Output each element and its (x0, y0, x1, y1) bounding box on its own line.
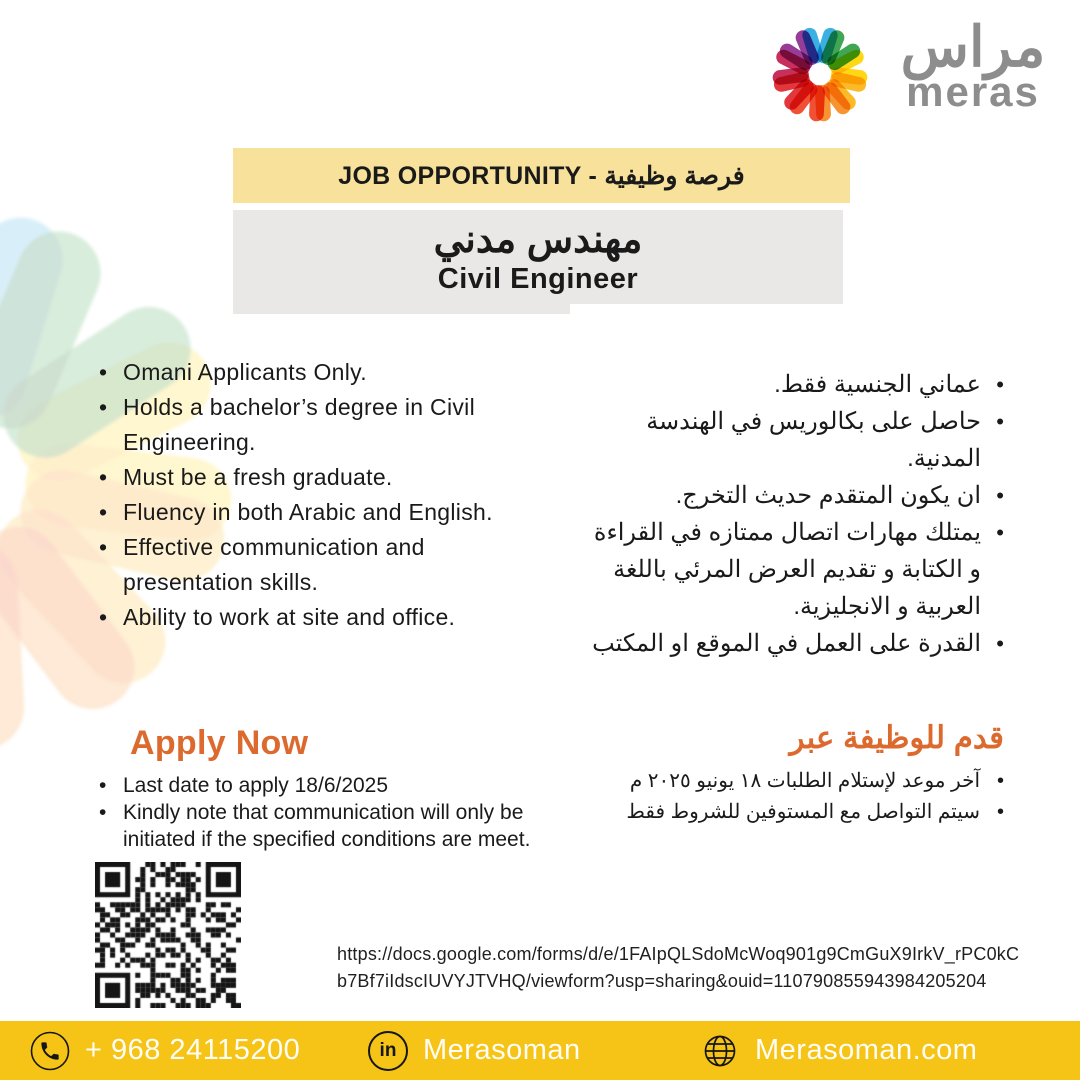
logo-name-english: meras (906, 68, 1040, 115)
job-opportunity-banner (233, 148, 850, 203)
list-item: • Holds a bachelor’s degree in Civil Engineering. (96, 390, 546, 460)
list-item: • القدرة على العمل في الموقع او المكتب (582, 625, 1006, 662)
list-item: • Kindly note that communication will only be initiated if the specified conditions are meet. (96, 799, 566, 853)
list-item: • حاصل على بكالوريس في الهندسة المدنية. (582, 403, 1006, 477)
url-line-1[interactable]: https://docs.google.com/forms/d/e/1FAIpQLSdoMcWoq901g9CmGuX9IrkV_rPC0kC (337, 944, 1020, 964)
list-item: • Omani Applicants Only. (96, 355, 546, 390)
footer-linkedin-handle[interactable]: Merasoman (423, 1034, 581, 1066)
list-item: • Fluency in both Arabic and English. (96, 495, 546, 530)
list-item: • يمتلك مهارات اتصال ممتازه في القراءة و الكتابة و تقديم العرض المرئي باللغة العربية و الانجليزية. (582, 514, 1006, 625)
job-title-arabic: مهندس مدني (433, 219, 643, 261)
list-item: • Last date to apply 18/6/2025 (96, 772, 566, 799)
apply-now-heading: Apply Now (130, 724, 309, 762)
meras-flower-icon (762, 16, 878, 132)
meras-logo (762, 12, 1062, 134)
footer-website-url[interactable]: Merasoman.com (755, 1034, 978, 1066)
footer-website[interactable] (700, 1021, 977, 1080)
list-item: • Must be a fresh graduate. (96, 460, 546, 495)
list-item: • Ability to work at site and office. (96, 600, 546, 635)
logo-name-arabic: مراس (900, 15, 1046, 78)
url-line-2[interactable]: b7Bf7iIdscIUVYJTVHQ/viewform?usp=sharing&ouid=110790855943984205204 (337, 971, 987, 991)
apply-notes-arabic (564, 766, 1004, 828)
application-form-url[interactable] (337, 941, 1027, 995)
job-opportunity-banner-label: JOB OPPORTUNITY - فرصة وظيفية (338, 161, 745, 190)
linkedin-icon (368, 1031, 408, 1071)
qr-code (95, 862, 241, 1008)
requirements-list-english (96, 355, 546, 635)
footer-linkedin[interactable] (368, 1021, 581, 1080)
logo-wordmark (884, 15, 1062, 115)
job-title-english: Civil Engineer (437, 263, 639, 295)
list-item: • آخر موعد لإستلام الطلبات ١٨ يونيو ٢٠٢٥ م (564, 766, 1004, 797)
apply-notes-english (96, 772, 566, 853)
requirements-list-arabic (582, 366, 1006, 662)
globe-icon (700, 1031, 740, 1071)
apply-now-heading-arabic: قدم للوظيفة عبر (789, 720, 1004, 755)
list-item: • سيتم التواصل مع المستوفين للشروط فقط (564, 797, 1004, 828)
job-title-banner (233, 210, 843, 304)
footer-phone[interactable] (30, 1021, 300, 1080)
phone-icon (30, 1031, 70, 1071)
list-item: • Effective communication and presentation skills. (96, 530, 546, 600)
footer-phone-number[interactable]: + 968 24115200 (85, 1034, 301, 1066)
linkedin-icon-glyph: in (379, 1039, 397, 1061)
list-item: • عماني الجنسية فقط. (582, 366, 1006, 403)
footer-bar (0, 1021, 1080, 1080)
list-item: • ان يكون المتقدم حديث التخرج. (582, 477, 1006, 514)
